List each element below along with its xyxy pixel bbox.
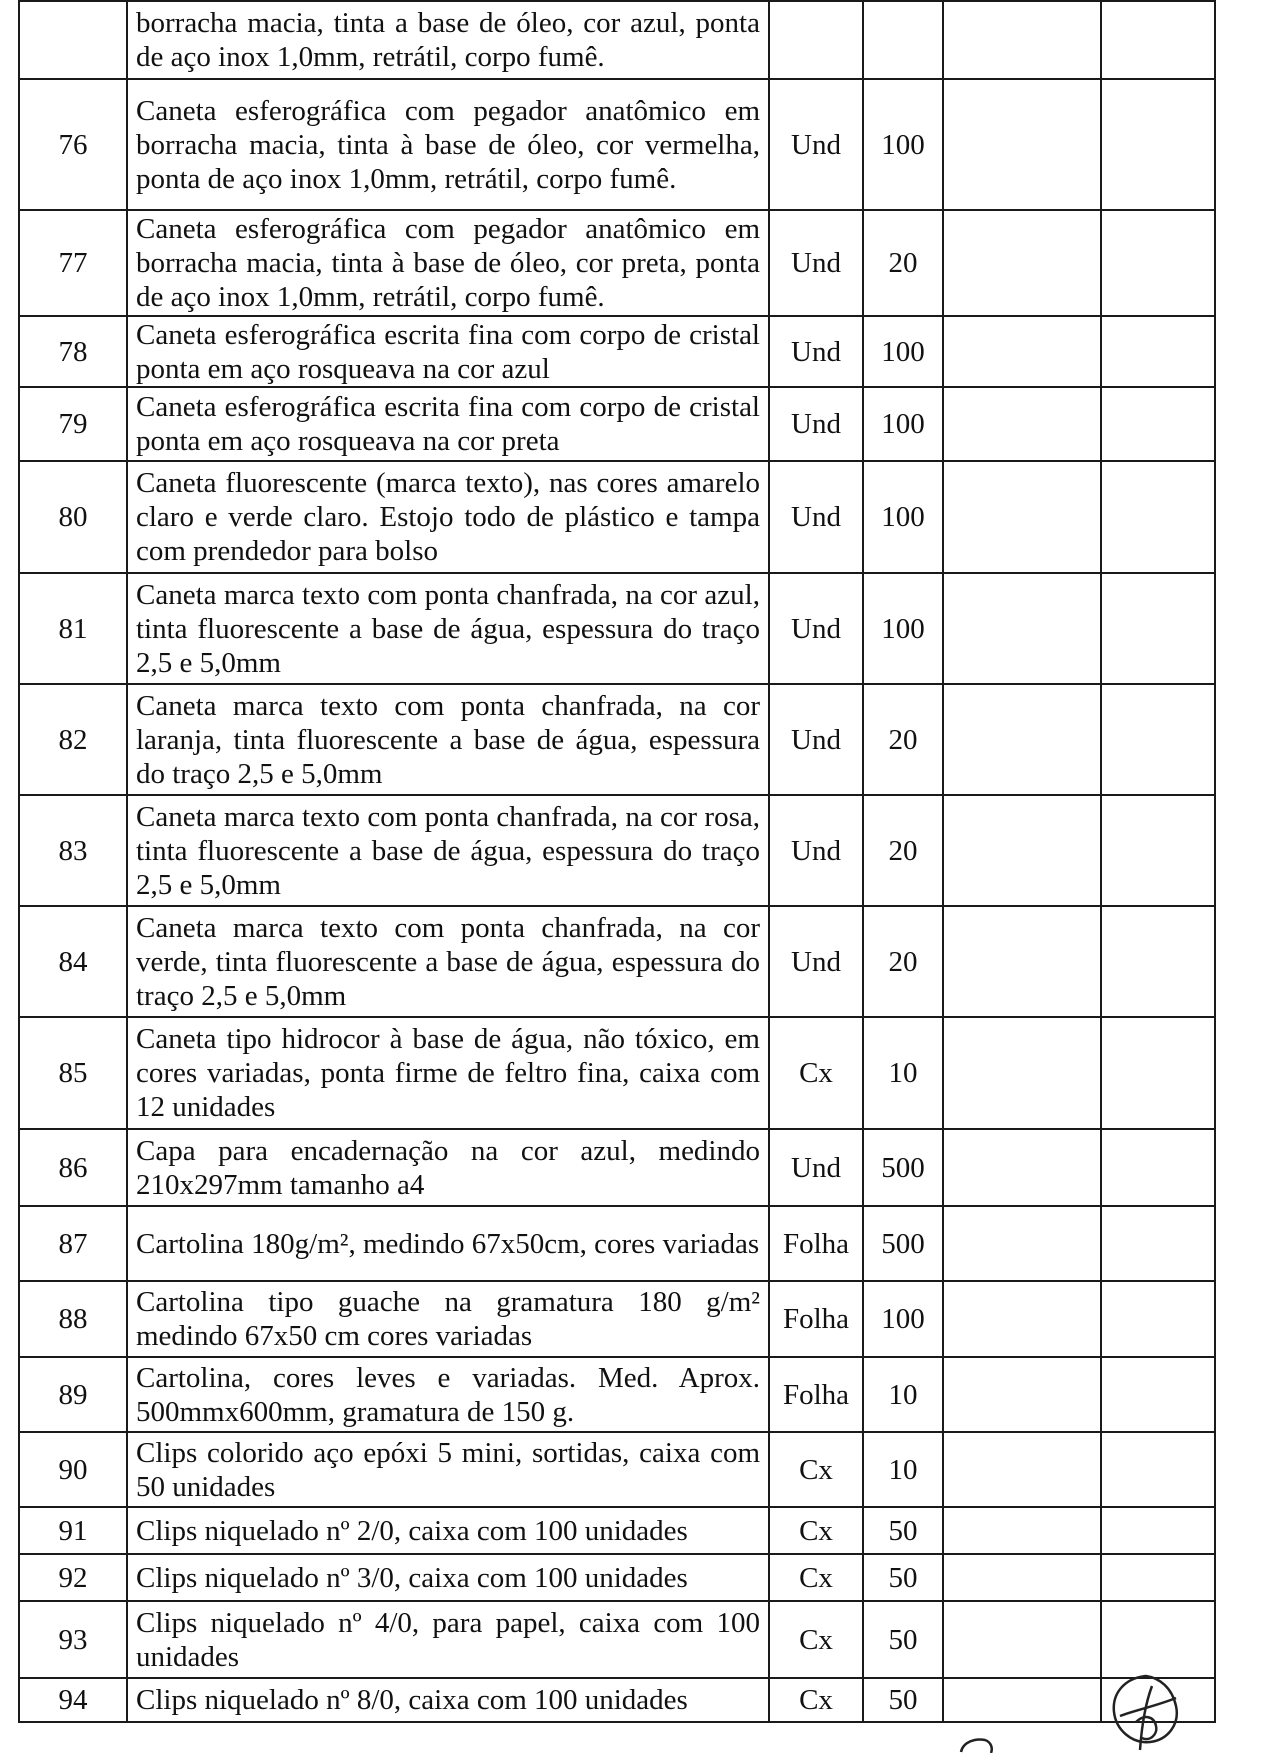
table-row [19, 1432, 1215, 1507]
total-price-cell [1101, 1017, 1215, 1129]
item-unit: Cx [769, 1554, 863, 1601]
item-unit: Und [769, 387, 863, 461]
table-row [19, 1554, 1215, 1601]
unit-price-cell [943, 1357, 1101, 1432]
item-number: 85 [19, 1017, 127, 1129]
item-description: Caneta esferográfica escrita fina com corpo de cristal ponta em aço rosqueava na cor azul [127, 316, 769, 387]
item-unit: Und [769, 1129, 863, 1206]
item-number: 79 [19, 387, 127, 461]
item-unit: Cx [769, 1507, 863, 1554]
item-unit: Und [769, 461, 863, 573]
handwritten-mark [955, 1736, 995, 1753]
unit-price-cell [943, 1129, 1101, 1206]
item-quantity: 100 [863, 316, 943, 387]
item-quantity: 10 [863, 1357, 943, 1432]
table-row [19, 1281, 1215, 1357]
total-price-cell [1101, 1206, 1215, 1281]
item-unit: Cx [769, 1678, 863, 1722]
item-quantity: 50 [863, 1678, 943, 1722]
item-description: Capa para encadernação na cor azul, medindo 210x297mm tamanho a4 [127, 1129, 769, 1206]
total-price-cell [1101, 1432, 1215, 1507]
total-price-cell [1101, 684, 1215, 795]
item-quantity: 50 [863, 1554, 943, 1601]
table-row [19, 795, 1215, 906]
item-quantity: 100 [863, 387, 943, 461]
table-row [19, 1601, 1215, 1678]
item-description: Clips niquelado nº 2/0, caixa com 100 unidades [127, 1507, 769, 1554]
item-quantity: 100 [863, 1281, 943, 1357]
item-quantity: 100 [863, 573, 943, 684]
item-number: 82 [19, 684, 127, 795]
item-unit: Folha [769, 1281, 863, 1357]
unit-price-cell [943, 1017, 1101, 1129]
item-quantity: 20 [863, 684, 943, 795]
table-row [19, 79, 1215, 210]
unit-price-cell [943, 906, 1101, 1017]
unit-price-cell [943, 1281, 1101, 1357]
item-number: 92 [19, 1554, 127, 1601]
unit-price-cell [943, 1678, 1101, 1722]
item-description: Caneta marca texto com ponta chanfrada, na cor verde, tinta fluorescente a base de água, espessura do traço 2,5 e 5,0mm [127, 906, 769, 1017]
total-price-cell [1101, 573, 1215, 684]
items-table [18, 0, 1216, 1723]
item-description: Caneta tipo hidrocor à base de água, não tóxico, em cores variadas, ponta firme de feltro fina, caixa com 12 unidades [127, 1017, 769, 1129]
item-number: 94 [19, 1678, 127, 1722]
unit-price-cell [943, 210, 1101, 316]
table-row [19, 1507, 1215, 1554]
total-price-cell [1101, 1, 1215, 79]
item-number [19, 1, 127, 79]
unit-price-cell [943, 1507, 1101, 1554]
item-description: Clips niquelado nº 4/0, para papel, caixa com 100 unidades [127, 1601, 769, 1678]
unit-price-cell [943, 79, 1101, 210]
unit-price-cell [943, 1432, 1101, 1507]
item-quantity: 10 [863, 1432, 943, 1507]
item-description: Cartolina, cores leves e variadas. Med. Aprox. 500mmx600mm, gramatura de 150 g. [127, 1357, 769, 1432]
unit-price-cell [943, 1601, 1101, 1678]
item-description: Caneta esferográfica escrita fina com corpo de cristal ponta em aço rosqueava na cor preta [127, 387, 769, 461]
table-row [19, 1678, 1215, 1722]
item-number: 87 [19, 1206, 127, 1281]
item-number: 77 [19, 210, 127, 316]
item-description: Cartolina 180g/m², medindo 67x50cm, cores variadas [127, 1206, 769, 1281]
item-quantity: 20 [863, 795, 943, 906]
table-row [19, 1, 1215, 79]
item-number: 76 [19, 79, 127, 210]
item-number: 78 [19, 316, 127, 387]
total-price-cell [1101, 210, 1215, 316]
item-unit: Und [769, 684, 863, 795]
total-price-cell [1101, 795, 1215, 906]
item-number: 91 [19, 1507, 127, 1554]
total-price-cell [1101, 79, 1215, 210]
table-row [19, 1129, 1215, 1206]
item-description: borracha macia, tinta a base de óleo, cor azul, ponta de aço inox 1,0mm, retrátil, corpo fumê. [127, 1, 769, 79]
total-price-cell [1101, 1129, 1215, 1206]
table-row [19, 1357, 1215, 1432]
table-row [19, 461, 1215, 573]
item-description: Clips niquelado nº 8/0, caixa com 100 unidades [127, 1678, 769, 1722]
item-unit: Und [769, 795, 863, 906]
total-price-cell [1101, 1601, 1215, 1678]
total-price-cell [1101, 316, 1215, 387]
unit-price-cell [943, 1, 1101, 79]
item-unit: Folha [769, 1357, 863, 1432]
item-number: 90 [19, 1432, 127, 1507]
total-price-cell [1101, 461, 1215, 573]
table-row [19, 1206, 1215, 1281]
handwritten-signature [1106, 1672, 1186, 1753]
item-description: Caneta marca texto com ponta chanfrada, na cor laranja, tinta fluorescente a base de água, espessura do traço 2,5 e 5,0mm [127, 684, 769, 795]
unit-price-cell [943, 461, 1101, 573]
unit-price-cell [943, 684, 1101, 795]
total-price-cell [1101, 1357, 1215, 1432]
item-unit: Und [769, 316, 863, 387]
item-number: 93 [19, 1601, 127, 1678]
item-quantity: 100 [863, 461, 943, 573]
item-quantity: 20 [863, 210, 943, 316]
item-description: Cartolina tipo guache na gramatura 180 g/m² medindo 67x50 cm cores variadas [127, 1281, 769, 1357]
item-quantity [863, 1, 943, 79]
item-number: 81 [19, 573, 127, 684]
item-description: Caneta esferográfica com pegador anatômico em borracha macia, tinta à base de óleo, cor vermelha, ponta de aço inox 1,0mm, retrátil, corpo fumê. [127, 79, 769, 210]
item-quantity: 50 [863, 1601, 943, 1678]
total-price-cell [1101, 1507, 1215, 1554]
item-unit [769, 1, 863, 79]
table-row [19, 316, 1215, 387]
item-number: 80 [19, 461, 127, 573]
item-number: 86 [19, 1129, 127, 1206]
item-quantity: 100 [863, 79, 943, 210]
item-number: 83 [19, 795, 127, 906]
item-unit: Cx [769, 1601, 863, 1678]
item-quantity: 500 [863, 1129, 943, 1206]
item-quantity: 20 [863, 906, 943, 1017]
table-row [19, 684, 1215, 795]
item-unit: Und [769, 573, 863, 684]
item-unit: Und [769, 79, 863, 210]
table-row [19, 210, 1215, 316]
unit-price-cell [943, 1206, 1101, 1281]
total-price-cell [1101, 1554, 1215, 1601]
total-price-cell [1101, 906, 1215, 1017]
item-number: 84 [19, 906, 127, 1017]
items-table-body [19, 1, 1215, 1722]
item-quantity: 50 [863, 1507, 943, 1554]
item-number: 89 [19, 1357, 127, 1432]
unit-price-cell [943, 573, 1101, 684]
item-description: Clips niquelado nº 3/0, caixa com 100 unidades [127, 1554, 769, 1601]
unit-price-cell [943, 387, 1101, 461]
table-row [19, 906, 1215, 1017]
unit-price-cell [943, 1554, 1101, 1601]
unit-price-cell [943, 795, 1101, 906]
item-description: Caneta fluorescente (marca texto), nas cores amarelo claro e verde claro. Estojo todo de plástico e tampa com prendedor para bolso [127, 461, 769, 573]
table-row [19, 1017, 1215, 1129]
item-unit: Cx [769, 1432, 863, 1507]
item-description: Caneta marca texto com ponta chanfrada, na cor rosa, tinta fluorescente a base de água, espessura do traço 2,5 e 5,0mm [127, 795, 769, 906]
table-row [19, 387, 1215, 461]
item-unit: Folha [769, 1206, 863, 1281]
item-unit: Cx [769, 1017, 863, 1129]
item-description: Caneta marca texto com ponta chanfrada, na cor azul, tinta fluorescente a base de água, espessura do traço 2,5 e 5,0mm [127, 573, 769, 684]
total-price-cell [1101, 387, 1215, 461]
item-quantity: 10 [863, 1017, 943, 1129]
item-description: Caneta esferográfica com pegador anatômico em borracha macia, tinta à base de óleo, cor preta, ponta de aço inox 1,0mm, retrátil, corpo fumê. [127, 210, 769, 316]
total-price-cell [1101, 1281, 1215, 1357]
item-unit: Und [769, 906, 863, 1017]
item-description: Clips colorido aço epóxi 5 mini, sortidas, caixa com 50 unidades [127, 1432, 769, 1507]
item-number: 88 [19, 1281, 127, 1357]
table-row [19, 573, 1215, 684]
item-unit: Und [769, 210, 863, 316]
item-quantity: 500 [863, 1206, 943, 1281]
unit-price-cell [943, 316, 1101, 387]
